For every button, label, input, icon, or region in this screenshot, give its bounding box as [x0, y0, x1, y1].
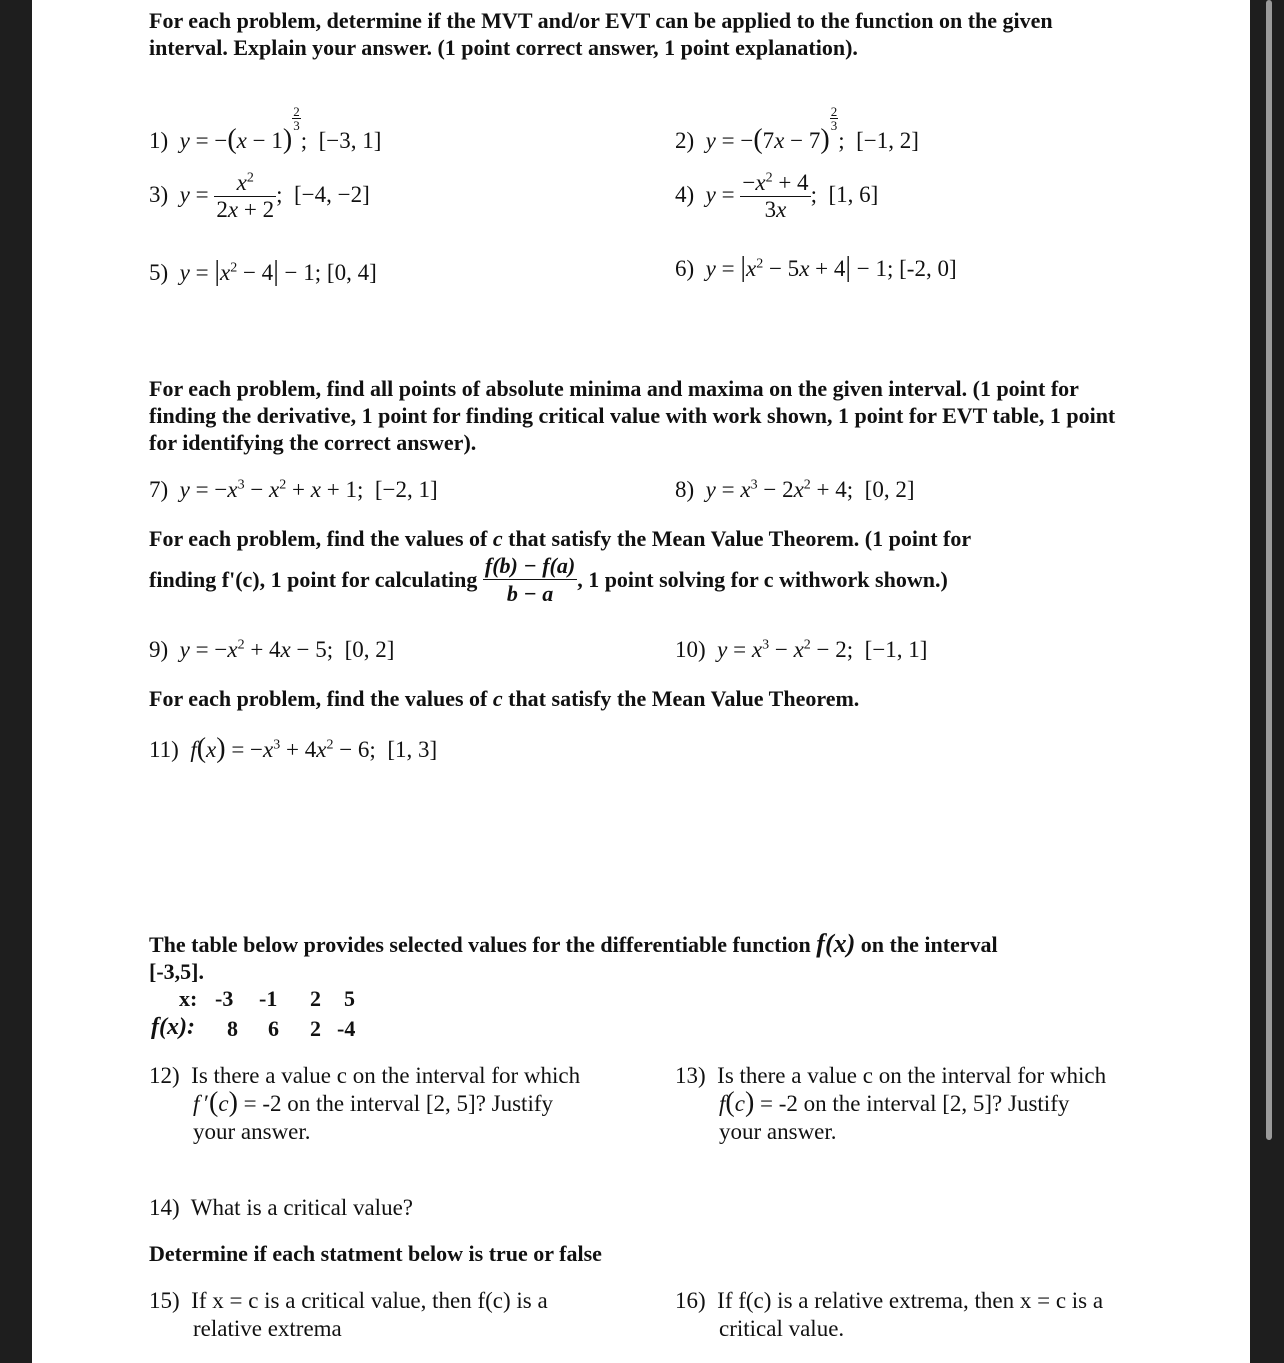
problem-3: 3) y = $\frac{x^2}{2x + 2}$ ; [−4, −2] — [149, 170, 370, 222]
mvt-fraction: $\frac{f(b) - f(a)}{b - a}$ — [484, 553, 576, 606]
problem-8-interval: [0, 2] — [864, 477, 915, 502]
problem-4: 4) y = $\frac{-x^2 + 4}{3x}$ ; [1, 6] — [675, 170, 879, 222]
table-intro-line1: The table below provides selected values for the differentiable function f(x) on the interval — [149, 929, 998, 958]
table-x-value: 2 — [310, 986, 321, 1011]
problem-14: 14) What is a critical value? — [149, 1195, 413, 1220]
problem-9: 9) $y = -x^2 + 4x - 5$; [0, 2] — [149, 637, 395, 662]
mvt-instructions-line1: For each problem, find the values of c that satisfy the Mean Value Theorem. (1 point for — [149, 526, 972, 551]
problem-9-interval: [0, 2] — [344, 637, 395, 662]
mvt-evt-instructions: For each problem, determine if the MVT and/or EVT can be applied to the function on the given interval. Explain your answer. (1 point correct answer, 1 point explanation). — [149, 8, 1053, 60]
problem-6-interval: [-2, 0] — [899, 256, 957, 281]
table-fx-label: f(x): — [151, 1014, 195, 1040]
problem-7: 7) $y = -x^3 - x^2 + x + 1$; [−2, 1] — [149, 477, 438, 502]
problem-6: 6) $y = |x^2 - 5x + 4| - 1$; [-2, 0] — [675, 252, 957, 283]
table-x-value: 5 — [344, 986, 355, 1011]
mvt-instructions-2: For each problem, find the values of c that satisfy the Mean Value Theorem. — [149, 686, 860, 711]
problem-2: 2) y = −(7x − 7) $\frac{2}{3}$ ; [−1, 2] — [675, 104, 919, 155]
problem-1: 1) y = −(x − 1) $\frac{2}{3}$ ; [−3, 1] — [149, 104, 382, 155]
problem-8: 8) $y = x^3 - 2x^2 + 4$; [0, 2] — [675, 477, 915, 502]
true-false-instructions: Determine if each statment below is true or false — [149, 1241, 602, 1266]
problem-4-interval: [1, 6] — [828, 181, 879, 207]
problem-15: 15) If x = c is a critical value, then f(c) is a relative extrema — [149, 1288, 548, 1341]
problem-5: 5) $y = |x^2 - 4| - 1$; [0, 4] — [149, 256, 377, 287]
absolute-extrema-instructions: For each problem, find all points of absolute minima and maxima on the given interval. (1 point for finding the derivative, 1 point for finding critical value with work shown, 1 point for EVT table, 1 point for identifying the correct answer). — [149, 376, 1116, 455]
problem-7-interval: [−2, 1] — [374, 477, 438, 502]
problem-10-interval: [−1, 1] — [864, 637, 928, 662]
table-x-label: x: — [179, 986, 198, 1011]
problem-12: 12) Is there a value c on the interval for which f ′(c) = -2 on the interval [2, 5]? Justify your answer. — [149, 1063, 581, 1144]
problem-1-interval: [−3, 1] — [318, 128, 382, 153]
mvt-instructions-line2: finding f'(c), 1 point for calculating $\frac{f(b) - f(a)}{b - a}$ , 1 point solving for c withwork shown.) — [149, 553, 948, 606]
table-fx-value: -4 — [337, 1016, 356, 1041]
problem-13: 13) Is there a value c on the interval for which f(c) = -2 on the interval [2, 5]? Justify your answer. — [675, 1063, 1107, 1144]
table-x-value: -1 — [259, 986, 278, 1011]
problem-2-interval: [−1, 2] — [856, 128, 919, 153]
problem-11: 11) $f(x) = -x^3 + 4x^2 - 6$; [1, 3] — [149, 733, 438, 764]
problem-10: 10) $y = x^3 - x^2 - 2$; [−1, 1] — [675, 637, 928, 662]
table-intro-line2: [-3,5]. — [149, 959, 204, 984]
table-fx-value: 2 — [310, 1016, 321, 1041]
problem-3-interval: [−4, −2] — [293, 181, 370, 207]
table-x-value: -3 — [215, 986, 234, 1011]
problem-5-interval: [0, 4] — [326, 260, 377, 285]
scrollbar-thumb[interactable] — [1266, 0, 1272, 1140]
vertical-scrollbar[interactable] — [1264, 0, 1274, 1140]
problem-11-interval: [1, 3] — [387, 737, 438, 762]
values-table — [149, 986, 369, 1046]
table-fx-value: 6 — [268, 1016, 279, 1041]
table-fx-value: 8 — [227, 1016, 238, 1041]
problem-16: 16) If f(c) is a relative extrema, then x = c is a critical value. — [675, 1288, 1104, 1341]
